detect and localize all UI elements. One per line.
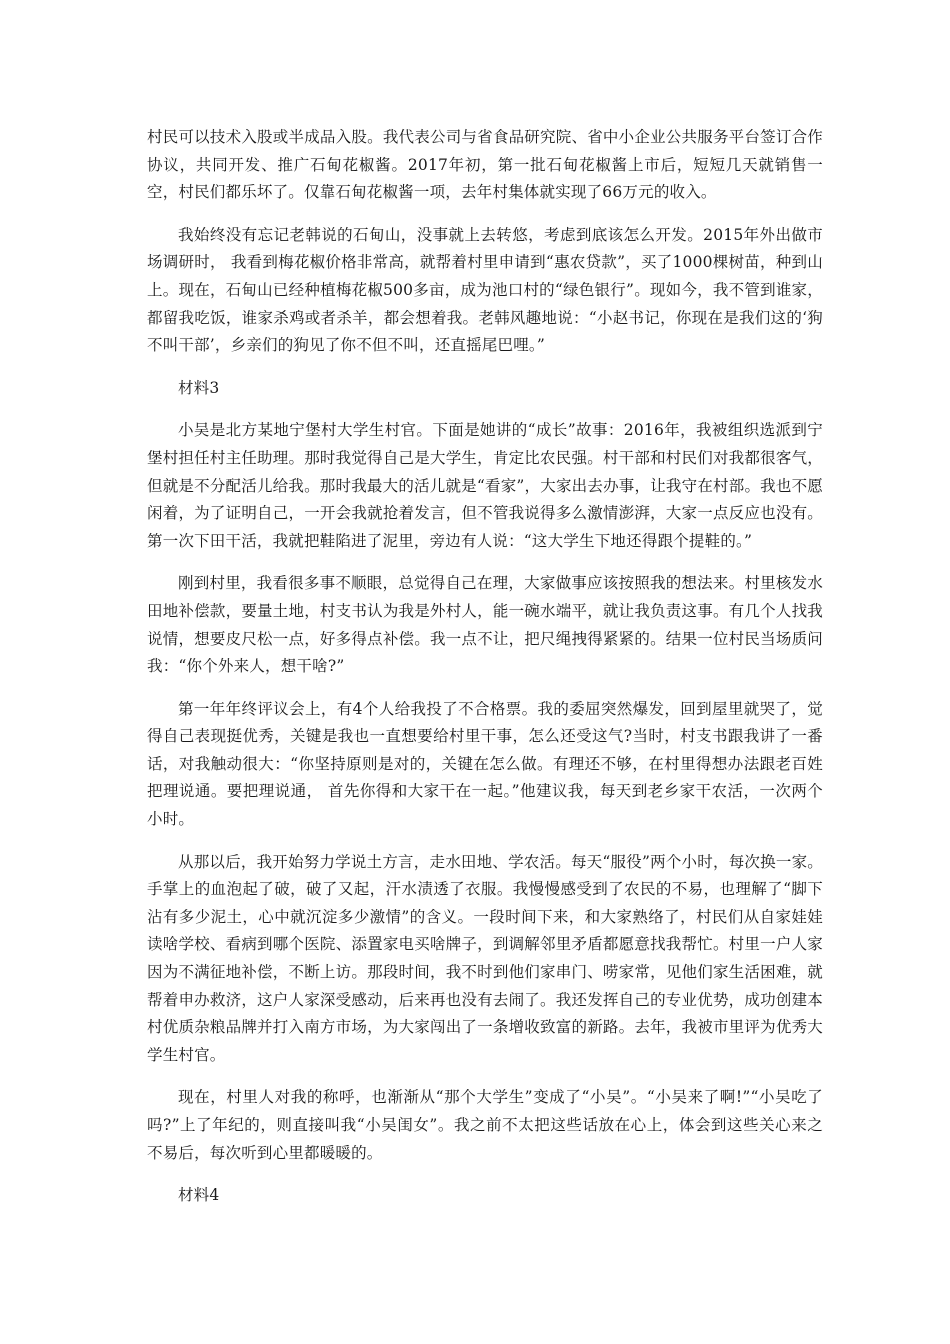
paragraph-xiaowu-intro: 小吴是北方某地宁堡村大学生村官。下面是她讲的“成长”故事：2016年，我被组织选派到宁堡村担任村主任助理。那时我觉得自己是大学生，肯定比农民强。村干部和村民们对我都很客气，但就是不分配活儿给我。那时我最大的活儿就是“看家”，大家出去办事，让我守在村部。我也不愿闲着，为了证明自己，一开会我就抢着发言，但不管我说得多么激情澎湃，大家一点反应也没有。第一次下田干活，我就把鞋陷进了泥里，旁边有人说：“这大学生下地还得跟个提鞋的。”	[147, 421, 823, 550]
document-body	[147, 124, 823, 1225]
paragraph-learning-farm-work: 从那以后，我开始努力学说土方言，走水田地、学农活。每天“服役”两个小时，每次换一家。手掌上的血泡起了破，破了又起，汗水渍透了衣服。我慢慢感受到了农民的不易，也理解了“脚下沾有多少泥土，心中就沉淀多少激情”的含义。一段时间下来，和大家熟络了，村民们从自家娃娃读啥学校、看病到哪个医院、添置家电买啥牌子，到调解邻里矛盾都愿意找我帮忙。村里一户人家因为不满征地补偿，不断上访。那段时间，我不时到他们家串门、唠家常，见他们家生活困难，就帮着申办救济，这户人家深受感动，后来再也没有去闹了。我还发挥自己的专业优势，成功创建本村优质杂粮品牌并打入南方市场，为大家闯出了一条增收致富的新路。去年，我被市里评为优秀大学生村官。	[147, 852, 823, 1064]
paragraph-land-compensation: 刚到村里，我看很多事不顺眼，总觉得自己在理，大家做事应该按照我的想法来。村里核发水田地补偿款，要量土地，村支书认为我是外村人，能一碗水端平，就让我负责这事。有几个人找我说情，想要皮尺松一点，好多得点补偿。我一点不让，把尺绳拽得紧紧的。结果一位村民当场质问我：“你个外来人，想干啥?”	[147, 574, 823, 676]
paragraph-village-shares: 村民可以技术入股或半成品入股。我代表公司与省食品研究院、省中小企业公共服务平台签订合作协议，共同开发、推广石甸花椒酱。2017年初，第一批石甸花椒酱上市后，短短几天就销售一空，村民们都乐坏了。仅靠石甸花椒酱一项，去年村集体就实现了66万元的收入。	[147, 128, 823, 202]
paragraph-year-end-review: 第一年年终评议会上，有4个人给我投了不合格票。我的委屈突然爆发，回到屋里就哭了，觉得自己表现挺优秀，关键是我也一直想要给村里干事，怎么还受这气?当时，村支书跟我讲了一番话，对我触动很大：“你坚持原则是对的，关键在怎么做。有理还不够，在村里得想办法跟老百姓把理说通。要把理说通， 首先你得和大家干在一起。”他建议我，每天到老乡家干农活，一次两个小时。	[147, 699, 823, 829]
paragraph-new-nickname: 现在，村里人对我的称呼，也渐渐从“那个大学生”变成了“小吴”。“小吴来了啊!”“小吴吃了吗?”上了年纪的，则直接叫我“小吴闺女”。我之前不太把这些话放在心上，体会到这些关心来之不易后，每次听到心里都暖暖的。	[147, 1088, 823, 1162]
section-heading-material-3: 材料3	[178, 378, 220, 397]
paragraph-shidian-mountain: 我始终没有忘记老韩说的石甸山，没事就上去转悠，考虑到底该怎么开发。2015年外出做市场调研时， 我看到梅花椒价格非常高，就帮着村里申请到“惠农贷款”，买了1000棵树苗，种到山上。现在，石甸山已经种植梅花椒500多亩，成为池口村的“绿色银行”。现如今，我不管到谁家，都留我吃饭，谁家杀鸡或者杀羊，都会想着我。老韩风趣地说：“小赵书记，你现在是我们这的‘狗不叫干部’，乡亲们的狗见了你不但不叫，还直摇尾巴哩。”	[147, 225, 823, 355]
section-heading-material-4: 材料4	[178, 1186, 220, 1205]
